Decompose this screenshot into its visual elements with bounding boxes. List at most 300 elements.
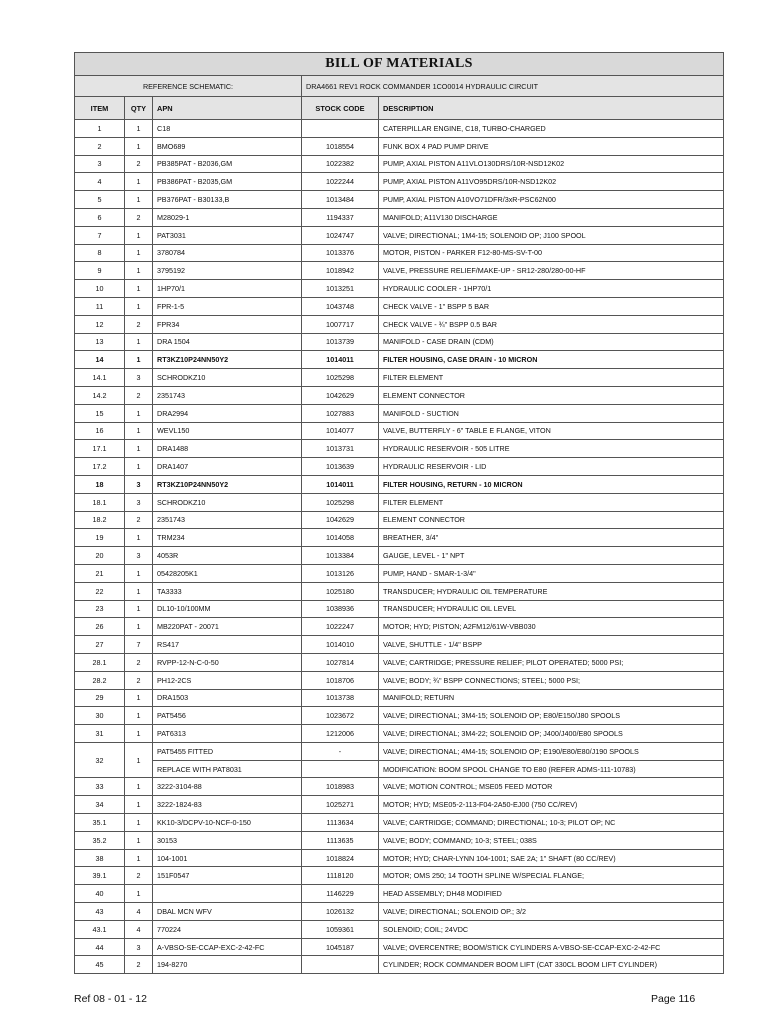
item-cell: 40	[75, 885, 125, 903]
table-row	[75, 404, 724, 422]
qty-cell: 1	[125, 529, 153, 547]
description-cell: TRANSDUCER; HYDRAULIC OIL LEVEL	[379, 600, 724, 618]
qty-cell: 1	[125, 618, 153, 636]
stock-code-cell	[302, 760, 379, 778]
item-cell: 35.1	[75, 814, 125, 832]
table-row	[75, 778, 724, 796]
item-cell: 27	[75, 636, 125, 654]
table-row	[75, 814, 724, 832]
item-cell: 28.2	[75, 671, 125, 689]
stock-code-cell: 1018706	[302, 671, 379, 689]
description-cell: MANIFOLD - SUCTION	[379, 404, 724, 422]
stock-code-cell: 1014058	[302, 529, 379, 547]
item-cell: 39.1	[75, 867, 125, 885]
description-cell: CHECK VALVE - ¾" BSPP 0.5 BAR	[379, 315, 724, 333]
stock-code-cell: 1027883	[302, 404, 379, 422]
qty-cell: 7	[125, 636, 153, 654]
stock-code-cell: 1022382	[302, 155, 379, 173]
item-cell: 5	[75, 191, 125, 209]
stock-code-cell: 1025271	[302, 796, 379, 814]
header-description: DESCRIPTION	[379, 97, 724, 120]
item-cell: 10	[75, 280, 125, 298]
table-row	[75, 582, 724, 600]
table-row	[75, 422, 724, 440]
footer-page-number: Page 116	[651, 993, 696, 1005]
table-row	[75, 333, 724, 351]
item-cell: 44	[75, 938, 125, 956]
description-cell: VALVE; CARTRIDGE; PRESSURE RELIEF; PILOT OPERATED; 5000 PSI;	[379, 653, 724, 671]
qty-cell: 2	[125, 671, 153, 689]
description-cell: CYLINDER; ROCK COMMANDER BOOM LIFT (CAT 330CL BOOM LIFT CYLINDER)	[379, 956, 724, 974]
qty-cell: 1	[125, 885, 153, 903]
stock-code-cell: 1113635	[302, 831, 379, 849]
stock-code-cell: 1013251	[302, 280, 379, 298]
qty-cell: 3	[125, 493, 153, 511]
qty-cell: 2	[125, 208, 153, 226]
apn-cell: 1HP70/1	[153, 280, 302, 298]
table-row	[75, 475, 724, 493]
apn-cell: MB220PAT - 20071	[153, 618, 302, 636]
table-row	[75, 742, 724, 760]
description-cell: VALVE; CARTRIDGE; COMMAND; DIRECTIONAL; 10-3; PILOT OP; NC	[379, 814, 724, 832]
qty-cell: 2	[125, 653, 153, 671]
item-cell: 16	[75, 422, 125, 440]
item-cell: 13	[75, 333, 125, 351]
qty-cell: 2	[125, 867, 153, 885]
table-row	[75, 920, 724, 938]
qty-cell: 1	[125, 280, 153, 298]
description-cell: MOTOR; OMS 250; 14 TOOTH SPLINE W/SPECIAL FLANGE;	[379, 867, 724, 885]
header-stock-code: STOCK CODE	[302, 97, 379, 120]
stock-code-cell: 1014011	[302, 351, 379, 369]
apn-cell: PB386PAT - B2035,GM	[153, 173, 302, 191]
item-cell: 23	[75, 600, 125, 618]
apn-cell	[153, 885, 302, 903]
stock-code-cell: 1018554	[302, 137, 379, 155]
table-row	[75, 707, 724, 725]
apn-cell: M28029-1	[153, 208, 302, 226]
qty-cell: 3	[125, 369, 153, 387]
qty-cell: 2	[125, 511, 153, 529]
qty-cell: 1	[125, 297, 153, 315]
item-cell: 7	[75, 226, 125, 244]
table-row	[75, 315, 724, 333]
item-cell: 18.2	[75, 511, 125, 529]
description-cell: CATERPILLAR ENGINE, C18, TURBO-CHARGED	[379, 120, 724, 138]
table-row	[75, 280, 724, 298]
stock-code-cell: 1045187	[302, 938, 379, 956]
table-row	[75, 831, 724, 849]
apn-cell: 2351743	[153, 511, 302, 529]
stock-code-cell: 1042629	[302, 386, 379, 404]
description-cell: BREATHER, 3/4"	[379, 529, 724, 547]
apn-cell: RT3KZ10P24NN50Y2	[153, 351, 302, 369]
qty-cell: 1	[125, 226, 153, 244]
apn-cell: PB376PAT - B30133,B	[153, 191, 302, 209]
description-cell: VALVE; MOTION CONTROL; MSE05 FEED MOTOR	[379, 778, 724, 796]
apn-cell: 3222-1824-83	[153, 796, 302, 814]
item-cell: 35.2	[75, 831, 125, 849]
stock-code-cell: 1026132	[302, 903, 379, 921]
table-row	[75, 636, 724, 654]
description-cell: GAUGE, LEVEL - 1" NPT	[379, 547, 724, 565]
table-row	[75, 493, 724, 511]
table-row	[75, 369, 724, 387]
stock-code-cell: 1013484	[302, 191, 379, 209]
item-cell: 17.2	[75, 458, 125, 476]
table-row	[75, 137, 724, 155]
item-cell: 18.1	[75, 493, 125, 511]
qty-cell: 1	[125, 333, 153, 351]
stock-code-cell: 1014011	[302, 475, 379, 493]
table-row	[75, 956, 724, 974]
stock-code-cell: 1022247	[302, 618, 379, 636]
item-cell: 8	[75, 244, 125, 262]
apn-cell: 3780784	[153, 244, 302, 262]
description-cell: FILTER HOUSING, RETURN - 10 MICRON	[379, 475, 724, 493]
table-body	[75, 120, 724, 974]
table-row	[75, 903, 724, 921]
description-cell: HEAD ASSEMBLY; DH48 MODIFIED	[379, 885, 724, 903]
table-row	[75, 386, 724, 404]
item-cell: 43	[75, 903, 125, 921]
description-cell: ELEMENT CONNECTOR	[379, 511, 724, 529]
stock-code-cell	[302, 120, 379, 138]
description-cell: VALVE, SHUTTLE - 1/4" BSPP	[379, 636, 724, 654]
apn-cell: SCHRODKZ10	[153, 369, 302, 387]
qty-cell: 3	[125, 475, 153, 493]
qty-cell: 1	[125, 778, 153, 796]
item-cell: 29	[75, 689, 125, 707]
apn-cell: KK10-3/DCPV-10-NCF-0-150	[153, 814, 302, 832]
document-title: BILL OF MATERIALS	[75, 53, 724, 76]
table-row	[75, 262, 724, 280]
qty-cell: 1	[125, 814, 153, 832]
table-row	[75, 440, 724, 458]
qty-cell: 1	[125, 831, 153, 849]
description-cell: MOTOR; HYD; MSE05-2-113-F04-2A50-EJ00 (750 CC/REV)	[379, 796, 724, 814]
item-cell: 3	[75, 155, 125, 173]
table-row	[75, 885, 724, 903]
description-cell: HYDRAULIC COOLER - 1HP70/1	[379, 280, 724, 298]
description-cell: VALVE, PRESSURE RELIEF/MAKE-UP - SR12-280/280-00-HF	[379, 262, 724, 280]
table-row	[75, 226, 724, 244]
description-cell: VALVE; DIRECTIONAL; SOLENOID OP.; 3/2	[379, 903, 724, 921]
apn-cell: 4053R	[153, 547, 302, 565]
table-row	[75, 600, 724, 618]
item-cell: 45	[75, 956, 125, 974]
qty-cell: 1	[125, 422, 153, 440]
description-cell: MOTOR; HYD; PISTON; A2FM12/61W-VBB030	[379, 618, 724, 636]
table-row	[75, 725, 724, 743]
qty-cell: 1	[125, 796, 153, 814]
item-cell: 22	[75, 582, 125, 600]
stock-code-cell: 1013738	[302, 689, 379, 707]
description-cell: TRANSDUCER; HYDRAULIC OIL TEMPERATURE	[379, 582, 724, 600]
table-row	[75, 529, 724, 547]
qty-cell: 2	[125, 315, 153, 333]
table-row	[75, 653, 724, 671]
apn-cell: TA3333	[153, 582, 302, 600]
item-cell: 31	[75, 725, 125, 743]
description-cell: PUMP, AXIAL PISTON A11VO95DRS/10R-NSD12K02	[379, 173, 724, 191]
apn-cell: 3795192	[153, 262, 302, 280]
apn-cell: WEVL150	[153, 422, 302, 440]
header-apn: APN	[153, 97, 302, 120]
item-cell: 19	[75, 529, 125, 547]
table-row	[75, 155, 724, 173]
stock-code-cell: 1022244	[302, 173, 379, 191]
table-row	[75, 120, 724, 138]
item-cell: 14.2	[75, 386, 125, 404]
description-cell: MODIFICATION: BOOM SPOOL CHANGE TO E80 (REFER ADMS-111-10783)	[379, 760, 724, 778]
qty-cell: 1	[125, 191, 153, 209]
table-row	[75, 297, 724, 315]
description-cell: CHECK VALVE - 1" BSPP 5 BAR	[379, 297, 724, 315]
apn-cell: DL10-10/100MM	[153, 600, 302, 618]
stock-code-cell: 1113634	[302, 814, 379, 832]
stock-code-cell: 1013731	[302, 440, 379, 458]
qty-cell: 3	[125, 938, 153, 956]
description-cell: VALVE; DIRECTIONAL; 4M4-15; SOLENOID OP; E190/E80/E80/J190 SPOOLS	[379, 742, 724, 760]
apn-cell: RS417	[153, 636, 302, 654]
item-cell: 38	[75, 849, 125, 867]
item-cell: 18	[75, 475, 125, 493]
stock-code-cell: 1014077	[302, 422, 379, 440]
apn-cell: 30153	[153, 831, 302, 849]
description-cell: MANIFOLD - CASE DRAIN (CDM)	[379, 333, 724, 351]
item-cell: 14.1	[75, 369, 125, 387]
description-cell: VALVE; OVERCENTRE; BOOM/STICK CYLINDERS A-VBSO-SE-CCAP-EXC-2-42-FC	[379, 938, 724, 956]
description-cell: FILTER HOUSING, CASE DRAIN - 10 MICRON	[379, 351, 724, 369]
stock-code-cell: 1042629	[302, 511, 379, 529]
item-cell: 2	[75, 137, 125, 155]
item-cell: 33	[75, 778, 125, 796]
table-row	[75, 849, 724, 867]
apn-cell: PAT3031	[153, 226, 302, 244]
description-cell: VALVE; BODY; ¾" BSPP CONNECTIONS; STEEL; 5000 PSI;	[379, 671, 724, 689]
reference-row	[75, 76, 724, 97]
description-cell: VALVE; DIRECTIONAL; 1M4-15; SOLENOID OP; J100 SPOOL	[379, 226, 724, 244]
item-cell: 17.1	[75, 440, 125, 458]
table-row	[75, 547, 724, 565]
title-row	[75, 53, 724, 76]
item-cell: 14	[75, 351, 125, 369]
item-cell: 9	[75, 262, 125, 280]
stock-code-cell: 1038936	[302, 600, 379, 618]
apn-cell: DRA1488	[153, 440, 302, 458]
table-row	[75, 191, 724, 209]
qty-cell: 1	[125, 351, 153, 369]
apn-cell: PAT5456	[153, 707, 302, 725]
qty-cell: 1	[125, 564, 153, 582]
description-cell: HYDRAULIC RESERVOIR - LID	[379, 458, 724, 476]
table-row	[75, 760, 724, 778]
description-cell: ELEMENT CONNECTOR	[379, 386, 724, 404]
item-cell: 6	[75, 208, 125, 226]
apn-cell: BMO689	[153, 137, 302, 155]
qty-cell: 1	[125, 742, 153, 778]
reference-value: DRA4661 REV1 ROCK COMMANDER 1CO0014 HYDRAULIC CIRCUIT	[302, 76, 724, 97]
apn-cell: DRA 1504	[153, 333, 302, 351]
qty-cell: 1	[125, 120, 153, 138]
item-cell: 15	[75, 404, 125, 422]
description-cell: PUMP, AXIAL PISTON A11VLO130DRS/10R-NSD12K02	[379, 155, 724, 173]
apn-cell: SCHRODKZ10	[153, 493, 302, 511]
qty-cell: 1	[125, 849, 153, 867]
item-cell: 4	[75, 173, 125, 191]
table-row	[75, 458, 724, 476]
qty-cell: 1	[125, 707, 153, 725]
qty-cell: 1	[125, 725, 153, 743]
stock-code-cell: 1007717	[302, 315, 379, 333]
description-cell: MANIFOLD; A11V130 DISCHARGE	[379, 208, 724, 226]
stock-code-cell	[302, 956, 379, 974]
stock-code-cell: 1212006	[302, 725, 379, 743]
qty-cell: 1	[125, 404, 153, 422]
item-cell: 28.1	[75, 653, 125, 671]
description-cell: FUNK BOX 4 PAD PUMP DRIVE	[379, 137, 724, 155]
bill-of-materials-table	[74, 52, 724, 974]
table-row	[75, 938, 724, 956]
table-row	[75, 867, 724, 885]
table-row	[75, 618, 724, 636]
item-cell: 12	[75, 315, 125, 333]
stock-code-cell: 1025180	[302, 582, 379, 600]
item-cell: 26	[75, 618, 125, 636]
header-item: ITEM	[75, 97, 125, 120]
stock-code-cell: 1024747	[302, 226, 379, 244]
qty-cell: 1	[125, 582, 153, 600]
stock-code-cell: 1018942	[302, 262, 379, 280]
apn-cell: RVPP-12-N-C-0-50	[153, 653, 302, 671]
apn-cell: TRM234	[153, 529, 302, 547]
footer-reference: Ref 08 - 01 - 12	[74, 993, 147, 1005]
item-cell: 30	[75, 707, 125, 725]
table-row	[75, 173, 724, 191]
header-qty: QTY	[125, 97, 153, 120]
item-cell: 20	[75, 547, 125, 565]
stock-code-cell: 1025298	[302, 493, 379, 511]
stock-code-cell: 1018983	[302, 778, 379, 796]
apn-cell: PB385PAT - B2036,GM	[153, 155, 302, 173]
description-cell: PUMP, HAND - SMAR-1-3/4"	[379, 564, 724, 582]
description-cell: VALVE; DIRECTIONAL; 3M4-22; SOLENOID OP; J400/J400/E80 SPOOLS	[379, 725, 724, 743]
qty-cell: 2	[125, 386, 153, 404]
stock-code-cell: -	[302, 742, 379, 760]
apn-cell: 194-8270	[153, 956, 302, 974]
table-row	[75, 244, 724, 262]
description-cell: VALVE; DIRECTIONAL; 3M4-15; SOLENOID OP; E80/E150/J80 SPOOLS	[379, 707, 724, 725]
description-cell: PUMP, AXIAL PISTON A10VO71DFR/3xR-PSC62N00	[379, 191, 724, 209]
item-cell: 34	[75, 796, 125, 814]
apn-cell: A-VBSO-SE-CCAP-EXC-2-42-FC	[153, 938, 302, 956]
qty-cell: 4	[125, 903, 153, 921]
description-cell: MANIFOLD; RETURN	[379, 689, 724, 707]
apn-cell: FPR34	[153, 315, 302, 333]
qty-cell: 1	[125, 173, 153, 191]
item-cell: 43.1	[75, 920, 125, 938]
apn-cell: 770224	[153, 920, 302, 938]
stock-code-cell: 1018824	[302, 849, 379, 867]
stock-code-cell: 1013384	[302, 547, 379, 565]
item-cell: 21	[75, 564, 125, 582]
table-row	[75, 564, 724, 582]
description-cell: MOTOR; HYD; CHAR-LYNN 104-1001; SAE 2A; 1" SHAFT (80 CC/REV)	[379, 849, 724, 867]
qty-cell: 1	[125, 600, 153, 618]
description-cell: MOTOR, PISTON - PARKER F12-80-MS-SV-T-00	[379, 244, 724, 262]
table-row	[75, 351, 724, 369]
qty-cell: 2	[125, 956, 153, 974]
stock-code-cell: 1027814	[302, 653, 379, 671]
apn-cell: C18	[153, 120, 302, 138]
stock-code-cell: 1194337	[302, 208, 379, 226]
apn-cell: PH12-2CS	[153, 671, 302, 689]
apn-cell: 2351743	[153, 386, 302, 404]
stock-code-cell: 1014010	[302, 636, 379, 654]
stock-code-cell: 1146229	[302, 885, 379, 903]
item-cell: 32	[75, 742, 125, 778]
description-cell: HYDRAULIC RESERVOIR - 505 LITRE	[379, 440, 724, 458]
table-row	[75, 689, 724, 707]
apn-cell: 3222-3104-88	[153, 778, 302, 796]
table-row	[75, 671, 724, 689]
table-row	[75, 796, 724, 814]
stock-code-cell: 1025298	[302, 369, 379, 387]
apn-cell: DBAL MCN WFV	[153, 903, 302, 921]
stock-code-cell: 1013739	[302, 333, 379, 351]
stock-code-cell: 1059361	[302, 920, 379, 938]
description-cell: SOLENOID; COIL; 24VDC	[379, 920, 724, 938]
stock-code-cell: 1013639	[302, 458, 379, 476]
description-cell: VALVE, BUTTERFLY - 6" TABLE E FLANGE, VITON	[379, 422, 724, 440]
apn-cell: DRA2994	[153, 404, 302, 422]
table-row	[75, 208, 724, 226]
qty-cell: 4	[125, 920, 153, 938]
stock-code-cell: 1023672	[302, 707, 379, 725]
apn-cell: REPLACE WITH PAT8031	[153, 760, 302, 778]
apn-cell: DRA1407	[153, 458, 302, 476]
stock-code-cell: 1013376	[302, 244, 379, 262]
apn-cell: 151F0547	[153, 867, 302, 885]
qty-cell: 1	[125, 262, 153, 280]
apn-cell: 05428205K1	[153, 564, 302, 582]
qty-cell: 1	[125, 689, 153, 707]
apn-cell: PAT6313	[153, 725, 302, 743]
stock-code-cell: 1118120	[302, 867, 379, 885]
description-cell: FILTER ELEMENT	[379, 369, 724, 387]
table-row	[75, 511, 724, 529]
apn-cell: DRA1503	[153, 689, 302, 707]
apn-cell: PAT5455 FITTED	[153, 742, 302, 760]
qty-cell: 3	[125, 547, 153, 565]
qty-cell: 1	[125, 440, 153, 458]
stock-code-cell: 1013126	[302, 564, 379, 582]
qty-cell: 1	[125, 244, 153, 262]
qty-cell: 1	[125, 137, 153, 155]
qty-cell: 2	[125, 155, 153, 173]
item-cell: 11	[75, 297, 125, 315]
apn-cell: 104-1001	[153, 849, 302, 867]
qty-cell: 1	[125, 458, 153, 476]
apn-cell: RT3KZ10P24NN50Y2	[153, 475, 302, 493]
column-header-row	[75, 97, 724, 120]
apn-cell: FPR-1-5	[153, 297, 302, 315]
description-cell: FILTER ELEMENT	[379, 493, 724, 511]
stock-code-cell: 1043748	[302, 297, 379, 315]
item-cell: 1	[75, 120, 125, 138]
reference-label: REFERENCE SCHEMATIC:	[75, 76, 302, 97]
